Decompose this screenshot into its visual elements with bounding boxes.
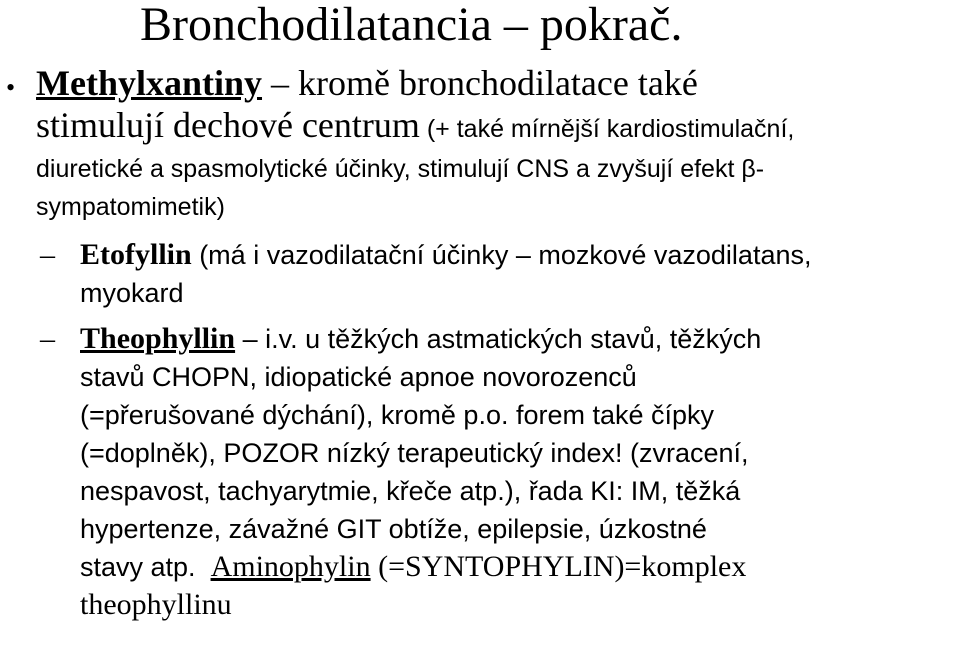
subitem-etofyllin-rest: (má i vazodilatační účinky – mozkové vazodilatans, (191, 240, 812, 270)
term-etofyllin: Etofyllin (80, 238, 192, 271)
subitem-theophyllin-line-3: (=přerušované dýchání), kromě p.o. forem také čípky (80, 400, 715, 430)
subitem-body (40, 320, 958, 623)
slide-title: Bronchodilatancia – pokrač. (140, 0, 683, 51)
bullet-line-3: diuretické a spasmolytické účinky, stimulují CNS a zvyšují efekt β- (36, 155, 765, 183)
bullet-line-4: sympatomimetik) (36, 193, 225, 221)
subitem-theophyllin-line-7-start: stavy atp. (80, 552, 211, 582)
bullet-line-2-small: (+ také mírnější kardiostimulační, (419, 115, 795, 143)
term-theophyllin: Theophyllin (80, 322, 236, 355)
subitem-theophyllin-line-7-rest: (=SYNTOPHYLIN)=komplex (370, 550, 747, 583)
bullet-line-1 (36, 62, 960, 104)
term-aminophylin: Aminophylin (210, 550, 371, 583)
subitem-theophyllin-line-2: stavů CHOPN, idiopatické apnoe novorozenců (80, 362, 637, 392)
subitem-body (40, 236, 958, 312)
bullet-line-2-main: stimulují dechové centrum (36, 105, 420, 145)
bullet-methylxantiny (36, 62, 960, 226)
subitem-etofyllin (40, 236, 958, 312)
subitem-theophyllin-line-8: theophyllinu (80, 588, 232, 621)
subitem-theophyllin-line-5: nespavost, tachyarytmie, křeče atp.), řada KI: IM, těžká (80, 476, 741, 506)
subitem-dash: – (40, 322, 55, 355)
bullet-line-2 (36, 104, 960, 150)
bullet-line-1-rest: – kromě bronchodilatace také (262, 63, 698, 103)
subitem-theophyllin-line-4: (=doplněk), POZOR nízký terapeutický index! (zvracení, (80, 438, 749, 468)
subitem-theophyllin-rest: – i.v. u těžkých astmatických stavů, těžkých (235, 324, 762, 354)
bullet-marker: • (6, 73, 16, 102)
subitem-dash: – (40, 238, 55, 271)
subitem-theophyllin-line-6: hypertenze, závažné GIT obtíže, epilepsie, úzkostné (80, 514, 707, 544)
subitem-etofyllin-line-2: myokard (80, 278, 184, 308)
subitem-theophyllin (40, 320, 958, 623)
term-methylxantiny: Methylxantiny (36, 63, 263, 103)
